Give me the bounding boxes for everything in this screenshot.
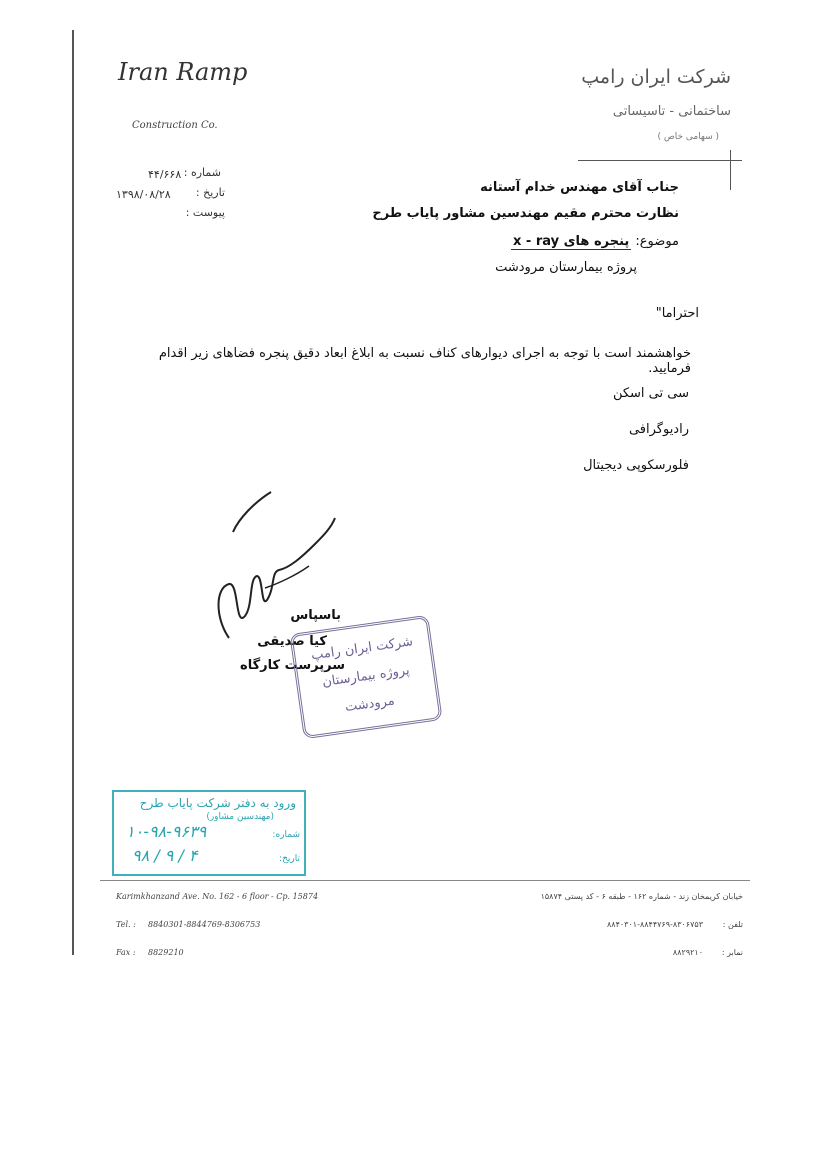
footer-tel-label-fa: تلفن :: [722, 920, 743, 929]
received-stamp: [112, 790, 306, 876]
footer-fax-en: 8829210: [148, 948, 184, 957]
recipient-line2: نظارت محترم مقیم مهندسین مشاور پایاب طرح: [372, 206, 679, 221]
header-rule-vertical: [730, 150, 731, 190]
received-stamp-title: ورود به دفتر شرکت پایاب طرح: [139, 796, 296, 810]
list-item: سی تی اسکن: [612, 386, 689, 401]
signature-name: کیا صدیقی: [257, 634, 327, 649]
project-name: پروژه بیمارستان مرودشت: [495, 260, 637, 275]
number-label: شماره :: [183, 166, 221, 179]
recipient-line1: جناب آقای مهندس خدام آستانه: [480, 180, 679, 195]
signature-title: سرپرست کارگاه: [240, 658, 345, 673]
footer-tel-label-en: Tel. :: [116, 920, 136, 929]
footer-tel-fa: ۸۸۴۰۳۰۱-۸۸۴۴۷۶۹-۸۳۰۶۷۵۳: [606, 920, 703, 929]
subject-label: موضوع:: [635, 234, 679, 249]
footer-address-fa: خیابان کریمخان زند - شماره ۱۶۲ - طبقه ۶ - کد پستی ۱۵۸۷۴: [540, 892, 743, 901]
company-type-fa: ساختمانی - تاسیساتی: [612, 104, 731, 119]
footer-fax-fa: ۸۸۲۹۲۱۰: [672, 948, 703, 957]
company-stamp: [289, 615, 442, 739]
greeting: احتراما": [655, 306, 699, 321]
footer-fax-label-fa: نمابر :: [721, 948, 743, 957]
stamp-line3: مرودشت: [344, 693, 396, 716]
handwritten-signature: [205, 488, 345, 648]
subject-value: پنجره های x - ray: [513, 234, 630, 249]
company-name-fa: شرکت ایران رامپ: [581, 66, 731, 88]
footer-rule: [100, 880, 750, 881]
company-logo-en-sub: Construction Co.: [132, 120, 218, 131]
company-logo-en: Iran Ramp: [118, 58, 248, 86]
company-type2-fa: ( سهامی خاص ): [657, 132, 719, 142]
received-date-value: ۹۸ / ۹ / ۴: [132, 846, 198, 865]
received-number-label: شماره:: [272, 830, 300, 840]
list-item: فلورسکوپی دیجیتال: [583, 458, 689, 473]
signature-closing: باسپاس: [290, 608, 341, 623]
stamp-line1: شرکت ایران رامپ: [310, 634, 414, 664]
date-value: ۱۳۹۸/۰۸/۲۸: [116, 188, 171, 201]
stamp-line2: پروژه بیمارستان: [321, 662, 411, 691]
body-paragraph: خواهشمند است با توجه به اجرای دیوارهای کناف نسبت به ابلاغ ابعاد دقیق پنجره فضاهای زیر اقدام فرمایید.: [158, 346, 691, 376]
left-margin-rule: [72, 30, 74, 955]
date-label: تاریخ :: [195, 186, 225, 199]
footer-fax-label-en: Fax :: [116, 948, 136, 957]
header-rule: [578, 160, 742, 161]
number-value: ۴۴/۶۶۸: [148, 168, 182, 181]
received-number-value: ۱۰-۹۸-۹۶۳۹: [126, 822, 207, 841]
received-stamp-subtitle: (مهندسین مشاور): [206, 812, 274, 822]
subject-line: [511, 234, 679, 249]
footer-tel-en: 8840301-8844769-8306753: [148, 920, 261, 929]
received-date-label: تاریخ:: [279, 854, 300, 864]
footer-address-en: Karimkhanzand Ave. No. 162 - 6 floor - Cp. 15874: [116, 892, 319, 901]
attachment-label: پیوست :: [185, 206, 225, 219]
list-item: رادیوگرافی: [628, 422, 689, 437]
